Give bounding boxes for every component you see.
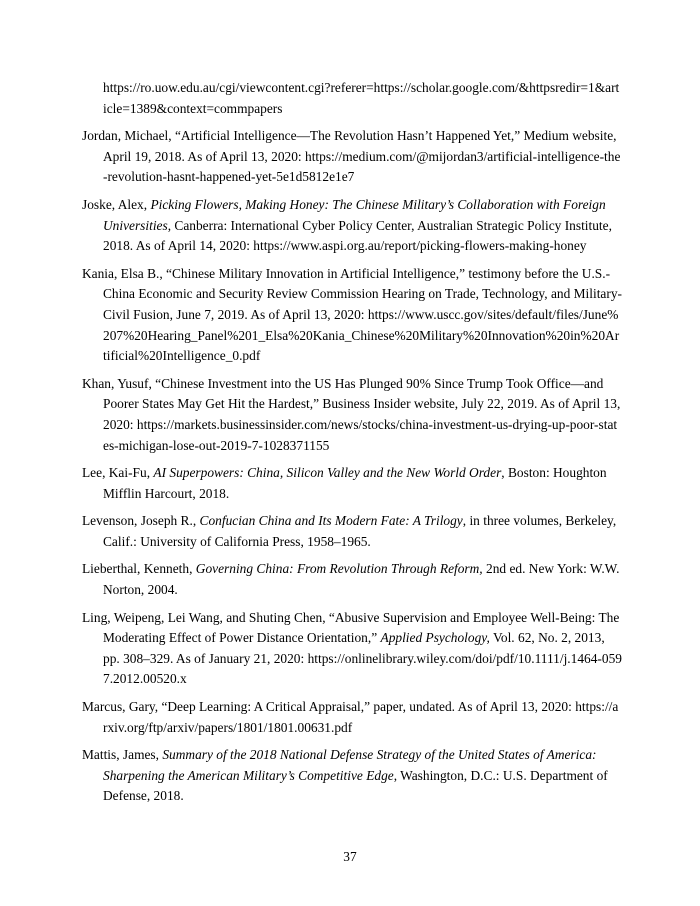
entry-url: https://arxiv.org/ftp/arxiv/papers/1801/1801.00631.pdf xyxy=(103,699,619,735)
bibliography-entry-khan xyxy=(82,374,622,456)
entry-text: , Boston: Houghton Mifflin Harcourt, 2018. xyxy=(103,465,607,501)
entry-title: AI Superpowers: China, Silicon Valley and the New World Order xyxy=(153,465,502,481)
bibliography-entry-mattis xyxy=(82,745,622,807)
entry-title: Summary of the 2018 National Defense Strategy of the United States of America: Sharpening the American Military’s Competitive Edge xyxy=(103,747,597,783)
entry-text: Kania, Elsa B., “Chinese Military Innovation in Artificial Intelligence,” testimony before the U.S.-China Economic and Security Review Commission Hearing on Trade, Technology, and Military-Civil Fusion, June 7, 2019. As of April 13, 2020: xyxy=(82,265,622,322)
entry-text: Khan, Yusuf, “Chinese Investment into the US Has Plunged 90% Since Trump Took Office—and Poorer States May Get Hit the Hardest,” Business Insider website, July 22, 2019. As of April 13, 2020: xyxy=(82,375,621,432)
bibliography xyxy=(82,78,622,814)
entry-text: Vol. 62, No. 2, 2013, pp. 308–329. As of January 21, 2020: xyxy=(103,630,605,666)
entry-text: , in three volumes, Berkeley, Calif.: University of California Press, 1958–1965. xyxy=(103,513,617,549)
bibliography-entry-kania xyxy=(82,264,622,367)
entry-text: , Canberra: International Cyber Policy Center, Australian Strategic Policy Institute, 2018. As of April 14, 2020: xyxy=(103,217,612,254)
entry-author: Joske, Alex, xyxy=(82,196,151,212)
entry-author: Mattis, James, xyxy=(82,747,163,763)
bibliography-entry-continued xyxy=(82,78,622,119)
entry-title: Governing China: From Revolution Through Reform, xyxy=(195,561,483,577)
bibliography-entry-lee xyxy=(82,463,622,504)
entry-url: https://onlinelibrary.wiley.com/doi/pdf/10.1111/j.1464-0597.2012.00520.x xyxy=(103,650,622,687)
entry-author: Lee, Kai-Fu, xyxy=(82,465,154,481)
entry-url: https://ro.uow.edu.au/cgi/viewcontent.cgi?referer=https://scholar.google.com/&httpsredir=1&article=1389&context=commpapers xyxy=(103,80,620,116)
entry-journal: Applied Psychology, xyxy=(380,630,490,646)
entry-url: https://medium.com/@mijordan3/artificial-intelligence-the-revolution-hasnt-happened-yet-5e1d5812e1e7 xyxy=(103,148,621,185)
bibliography-entry-joske xyxy=(82,195,622,257)
entry-author: Ling, Weipeng, Lei Wang, and Shuting Chen, “Abusive Supervision and Employee Well-Being: The Moderating Effect of Power Distance Orientation,” xyxy=(82,609,620,646)
entry-title: Picking Flowers, Making Honey: The Chinese Military’s Collaboration with Foreign Universities xyxy=(103,196,606,233)
entry-text: , Washington, D.C.: U.S. Department of Defense, 2018. xyxy=(103,767,608,804)
bibliography-entry-jordan xyxy=(82,126,622,188)
entry-url: https://www.aspi.org.au/report/picking-flowers-making-honey xyxy=(253,238,587,254)
page-number: 37 xyxy=(343,849,357,864)
entry-text: Jordan, Michael, “Artificial Intelligence—The Revolution Hasn’t Happened Yet,” Medium website, April 19, 2018. As of April 13, 2020: xyxy=(82,128,617,164)
entry-text: Marcus, Gary, “Deep Learning: A Critical Appraisal,” paper, undated. As of April 13, 2020: xyxy=(82,699,572,715)
entry-author: Levenson, Joseph R., xyxy=(82,513,200,529)
bibliography-entry-marcus xyxy=(82,697,622,738)
entry-url: https://markets.businessinsider.com/news/stocks/china-investment-us-drying-up-poor-states-michigan-lose-out-2019-7-1028371155 xyxy=(103,416,618,453)
entry-title: Confucian China and Its Modern Fate: A Trilogy xyxy=(199,513,463,529)
bibliography-entry-ling xyxy=(82,608,622,690)
entry-text: 2nd ed. New York: W.W. Norton, 2004. xyxy=(103,561,620,598)
entry-url: https://www.uscc.gov/sites/default/files/June%207%20Hearing_Panel%201_Elsa%20Kania_Chinese%20Military%20Innovation%20in%20Artificial%20Intelligence_0.pdf xyxy=(103,306,620,364)
entry-author: Lieberthal, Kenneth, xyxy=(82,561,196,577)
bibliography-entry-levenson xyxy=(82,511,622,552)
bibliography-entry-lieberthal xyxy=(82,559,622,600)
